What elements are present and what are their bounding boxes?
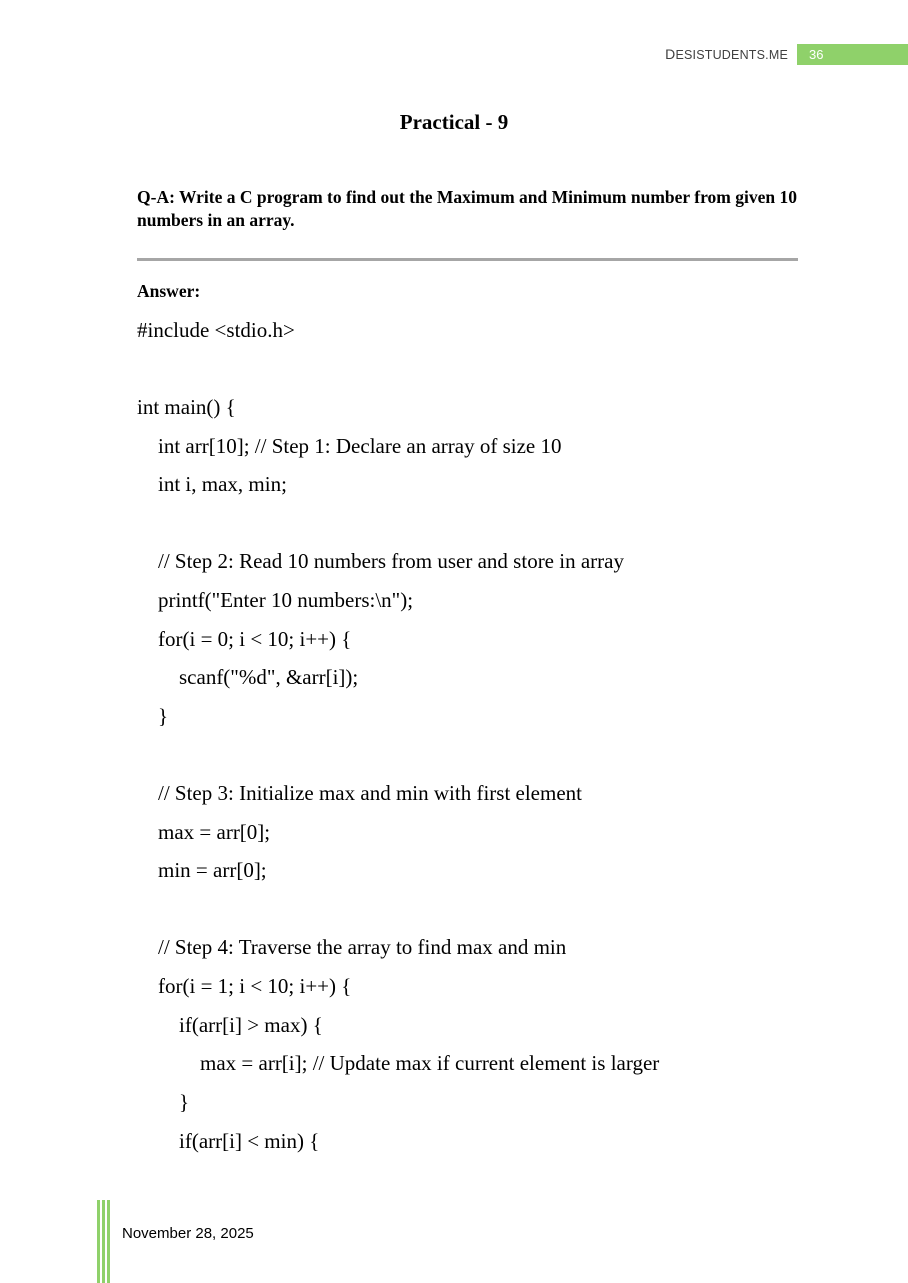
code-line: if(arr[i] > max) {: [137, 1013, 323, 1037]
footer-decoration: [97, 1200, 111, 1283]
code-line: // Step 2: Read 10 numbers from user and store in array: [137, 549, 624, 573]
divider: [137, 258, 798, 261]
code-line: }: [137, 1090, 190, 1114]
code-line: }: [137, 704, 169, 728]
page-number-badge: 36: [797, 44, 908, 65]
code-line: int main() {: [137, 395, 236, 419]
header-site-rest: ESISTUDENTS.ME: [675, 48, 788, 62]
code-line: min = arr[0];: [137, 858, 267, 882]
code-line: for(i = 0; i < 10; i++) {: [137, 627, 352, 651]
header-site-name: [560, 46, 788, 62]
code-line: // Step 3: Initialize max and min with first element: [137, 781, 582, 805]
code-line: if(arr[i] < min) {: [137, 1129, 320, 1153]
code-line: max = arr[0];: [137, 820, 271, 844]
code-line: scanf("%d", &arr[i]);: [137, 665, 359, 689]
footer-date: November 28, 2025: [122, 1225, 254, 1242]
code-line: printf("Enter 10 numbers:\n");: [137, 588, 414, 612]
code-line: for(i = 1; i < 10; i++) {: [137, 974, 352, 998]
header-site-initial: D: [665, 46, 676, 62]
code-line: #include <stdio.h>: [137, 318, 295, 342]
answer-label: Answer:: [137, 281, 201, 301]
code-line: max = arr[i]; // Update max if current element is larger: [137, 1051, 660, 1075]
code-line: int i, max, min;: [137, 472, 287, 496]
question-text: Q-A: Write a C program to find out the Maximum and Minimum number from given 10 numbers in an array.: [137, 187, 797, 230]
page-title: Practical - 9: [399, 110, 509, 134]
code-line: // Step 4: Traverse the array to find max and min: [137, 935, 567, 959]
code-line: int arr[10]; // Step 1: Declare an array of size 10: [137, 434, 562, 458]
